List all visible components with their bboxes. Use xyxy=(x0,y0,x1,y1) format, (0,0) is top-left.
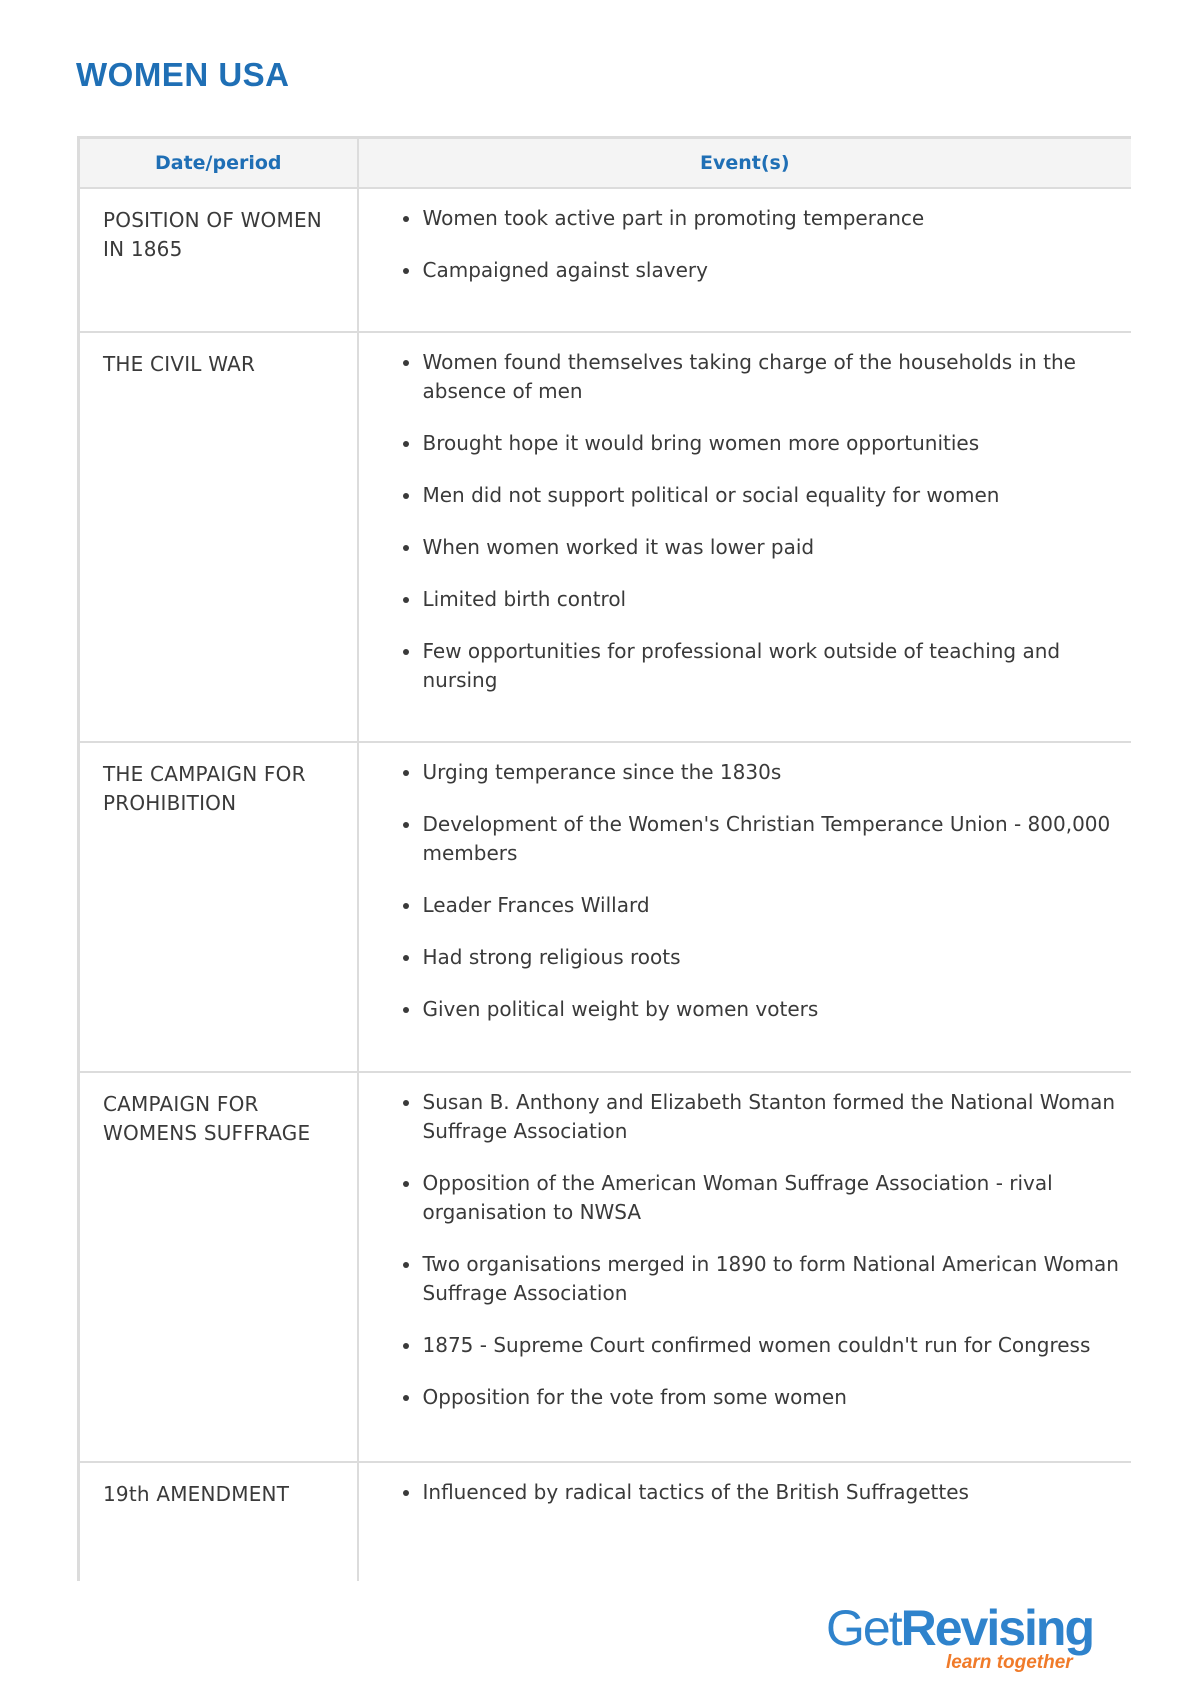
table-row xyxy=(79,1072,1132,1462)
period-cell: THE CIVIL WAR xyxy=(79,332,358,742)
event-item: Susan B. Anthony and Elizabeth Stanton formed the National Woman Suffrage Association xyxy=(397,1088,1122,1146)
timeline-table xyxy=(77,136,1131,1581)
event-item: Opposition for the vote from some women xyxy=(397,1383,1122,1412)
page-title: WOMEN USA xyxy=(76,56,290,93)
event-list xyxy=(397,1088,1122,1412)
column-header-events: Event(s) xyxy=(358,138,1132,189)
event-item: Development of the Women's Christian Temperance Union - 800,000 members xyxy=(397,810,1122,868)
event-item: Men did not support political or social equality for women xyxy=(397,481,1122,510)
event-item: Women took active part in promoting temperance xyxy=(397,204,1122,233)
event-item: Urging temperance since the 1830s xyxy=(397,758,1122,787)
table-header-row xyxy=(79,138,1132,189)
event-item: Campaigned against slavery xyxy=(397,256,1122,285)
column-header-date-period: Date/period xyxy=(79,138,358,189)
table-row xyxy=(79,1462,1132,1581)
event-list xyxy=(397,348,1122,695)
events-cell xyxy=(358,332,1132,742)
event-item: Had strong religious roots xyxy=(397,943,1122,972)
event-list xyxy=(397,1478,1122,1507)
event-item: Women found themselves taking charge of the households in the absence of men xyxy=(397,348,1122,406)
event-list xyxy=(397,758,1122,1024)
logo-tagline: learn together xyxy=(946,1652,1073,1673)
table-row xyxy=(79,332,1132,742)
event-item: Leader Frances Willard xyxy=(397,891,1122,920)
period-cell: THE CAMPAIGN FOR PROHIBITION xyxy=(79,742,358,1072)
period-cell: POSITION OF WOMEN IN 1865 xyxy=(79,188,358,332)
logo-wordmark xyxy=(826,1600,1093,1656)
event-item: Opposition of the American Woman Suffrage Association - rival organisation to NWSA xyxy=(397,1169,1122,1227)
table-row xyxy=(79,742,1132,1072)
event-list xyxy=(397,204,1122,285)
event-item: When women worked it was lower paid xyxy=(397,533,1122,562)
event-item: Few opportunities for professional work outside of teaching and nursing xyxy=(397,637,1122,695)
events-cell xyxy=(358,1462,1132,1581)
event-item: Influenced by radical tactics of the British Suffragettes xyxy=(397,1478,1122,1507)
event-item: Limited birth control xyxy=(397,585,1122,614)
events-cell xyxy=(358,742,1132,1072)
period-cell: 19th AMENDMENT xyxy=(79,1462,358,1581)
event-item: 1875 - Supreme Court confirmed women couldn't run for Congress xyxy=(397,1331,1122,1360)
event-item: Given political weight by women voters xyxy=(397,995,1122,1024)
table-row xyxy=(79,188,1132,332)
logo-get-text: Get xyxy=(826,1600,901,1656)
getrevising-logo xyxy=(826,1600,1126,1680)
events-cell xyxy=(358,1072,1132,1462)
event-item: Two organisations merged in 1890 to form National American Woman Suffrage Association xyxy=(397,1250,1122,1308)
event-item: Brought hope it would bring women more opportunities xyxy=(397,429,1122,458)
events-cell xyxy=(358,188,1132,332)
period-cell: CAMPAIGN FOR WOMENS SUFFRAGE xyxy=(79,1072,358,1462)
timeline-table-container xyxy=(77,136,1131,1581)
logo-revising-text: Revising xyxy=(900,1600,1093,1656)
